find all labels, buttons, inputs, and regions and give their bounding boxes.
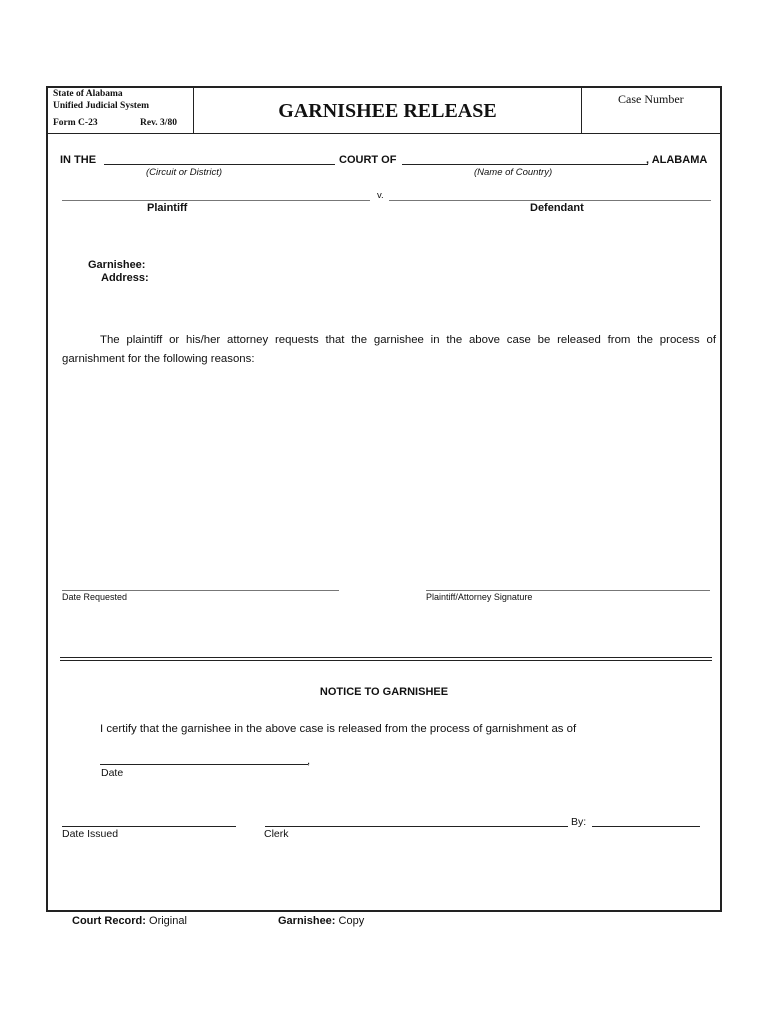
release-date-field[interactable] [100,764,308,765]
request-line-1: The plaintiff or his/her attorney requests that the garnishee in the above case be released from the process of [100,334,716,346]
county-name-field[interactable] [402,164,648,165]
section-divider [60,657,712,661]
by-label: By: [571,816,587,828]
form-number: Form C-23 [53,118,98,128]
court-record-note: Court Record: Original [72,915,187,927]
state-label: State of Alabama [53,89,123,99]
defendant-label: Defendant [530,202,584,214]
plaintiff-signature-label: Plaintiff/Attorney Signature [426,592,533,602]
release-date-comma: , [307,755,311,767]
certify-text: I certify that the garnishee in the above case is released from the process of garnishment as of [100,723,577,735]
defendant-field[interactable] [389,200,711,201]
county-hint: (Name of Country) [474,167,553,178]
circuit-district-hint: (Circuit or District) [146,167,222,178]
revision-label: Rev. 3/80 [140,118,177,128]
date-issued-field[interactable] [62,826,236,827]
plaintiff-field[interactable] [62,200,370,201]
by-field[interactable] [592,826,700,827]
plaintiff-label: Plaintiff [147,202,188,214]
release-date-label: Date [101,767,124,779]
plaintiff-signature-field[interactable] [426,590,710,591]
clerk-label: Clerk [264,828,289,840]
versus-label: v. [377,190,384,201]
clerk-field[interactable] [265,826,568,827]
court-of-label: COURT OF [339,154,397,166]
date-issued-label: Date Issued [62,828,119,840]
system-label: Unified Judicial System [53,101,150,111]
notice-heading: NOTICE TO GARNISHEE [319,686,449,698]
request-line-2: garnishment for the following reasons: [62,353,255,365]
alabama-label: , ALABAMA [646,154,708,166]
page-title: GARNISHEE RELEASE [278,100,497,122]
in-the-label: IN THE [60,154,97,166]
case-number-label: Case Number [618,92,684,106]
garnishee-label: Garnishee: [88,259,146,271]
court-type-field[interactable] [104,164,335,165]
date-requested-label: Date Requested [62,592,128,602]
date-requested-field[interactable] [62,590,339,591]
garnishee-copy-note: Garnishee: Copy [278,915,365,927]
garnishee-address-label: Address: [101,272,149,284]
